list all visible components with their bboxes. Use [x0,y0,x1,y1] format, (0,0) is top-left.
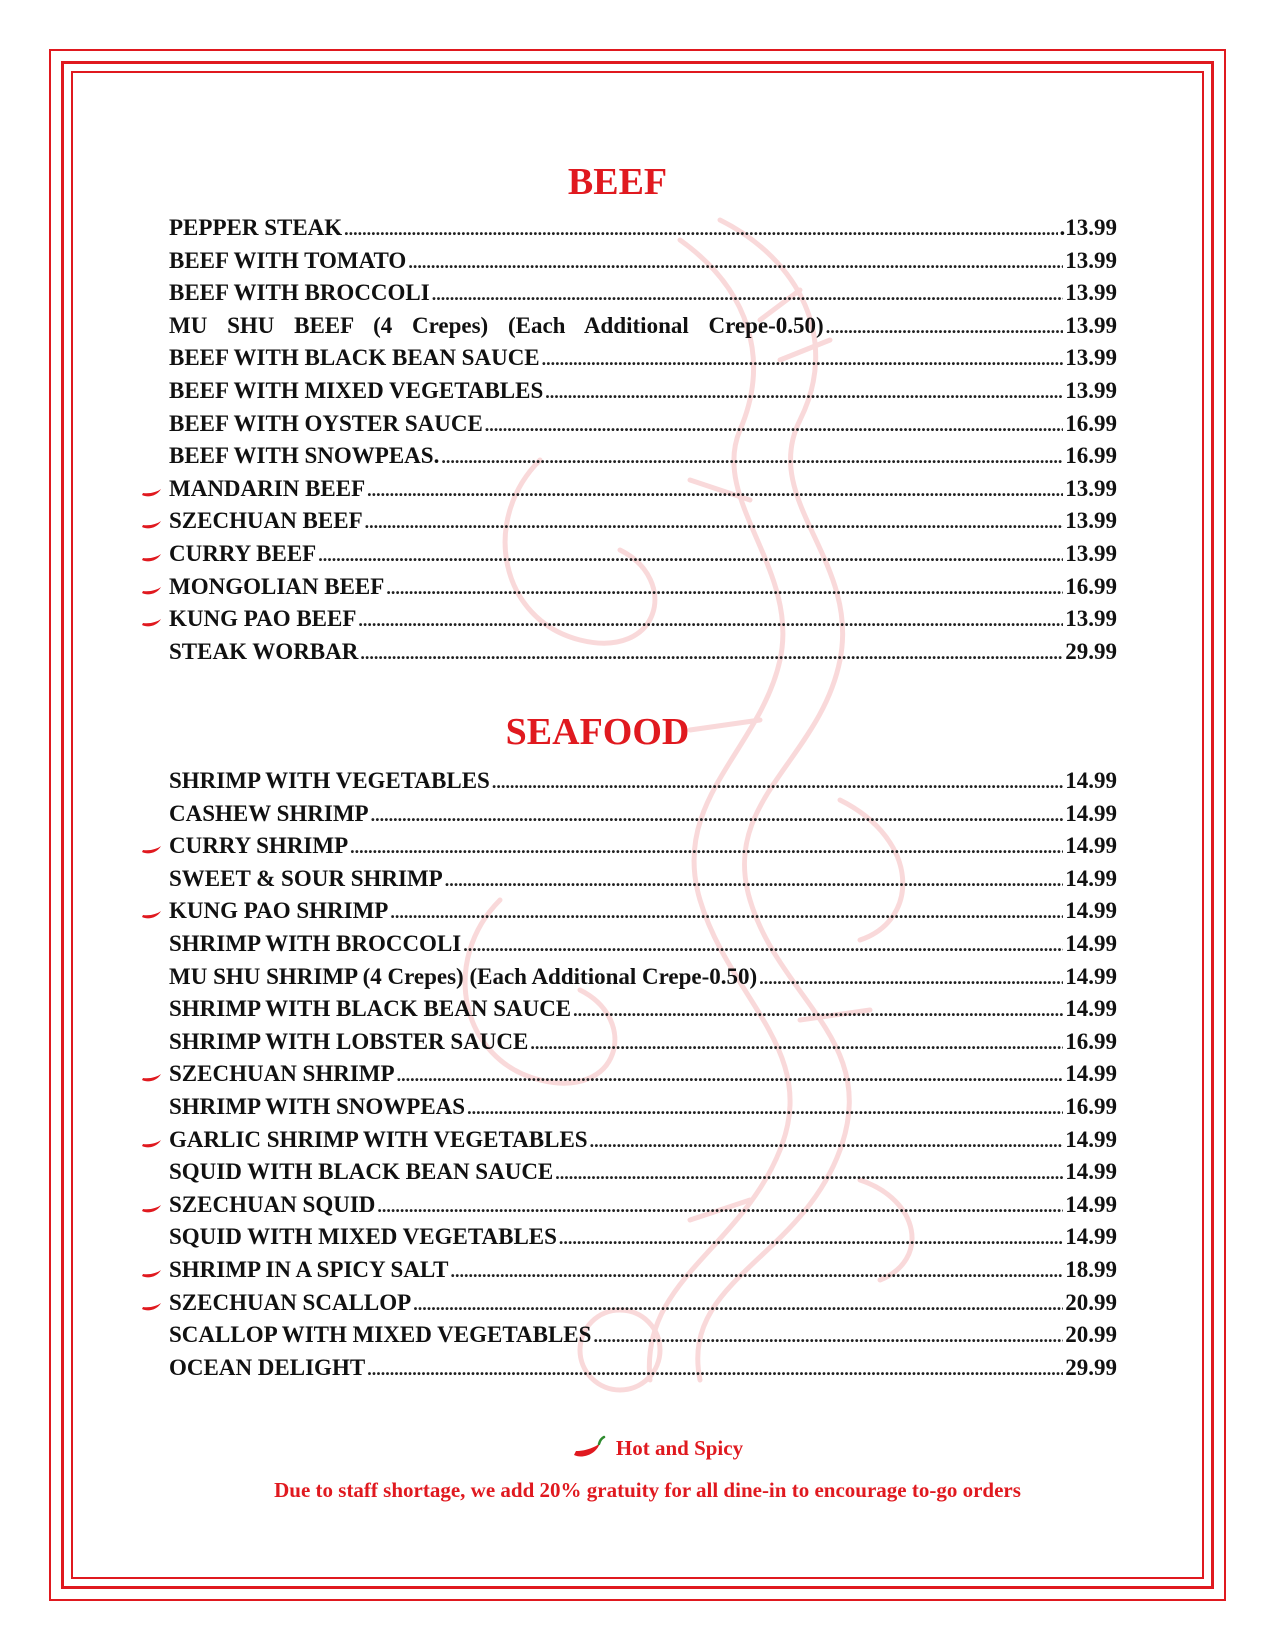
menu-item-name: BEEF WITH TOMATO [169,247,407,273]
section-title-beef: BEEF [567,161,668,203]
menu-item [169,476,1117,509]
menu-item [169,215,1117,248]
menu-item-name: MANDARIN BEEF [169,475,366,501]
dot-leader [555,1163,1063,1184]
menu-item-price: 16.99 [1065,410,1117,436]
dot-leader [413,1294,1063,1315]
spicy-legend [0,1435,1275,1461]
menu-item-price: 18.99 [1065,1256,1117,1282]
dot-leader [826,317,1064,338]
menu-item-name: MU SHU SHRIMP (4 Crepes) (Each Additional Crepe-0.50) [169,963,758,989]
menu-item-name: KUNG PAO BEEF [169,606,357,632]
menu-item [169,1061,1117,1094]
dot-leader [542,349,1064,370]
menu-item [169,1257,1117,1290]
menu-item-price: 14.99 [1065,898,1117,924]
menu-item-price: 20.99 [1065,1289,1117,1315]
dot-leader [445,870,1064,891]
menu-item-name: CASHEW SHRIMP [169,800,369,826]
dot-leader [408,252,1063,273]
dot-leader [358,610,1063,631]
menu-item [169,1290,1117,1323]
menu-item-price: 14.99 [1065,865,1117,891]
menu-item-price: 16.99 [1065,573,1117,599]
menu-item [169,248,1117,281]
dot-leader [530,1033,1063,1054]
menu-item [169,606,1117,639]
chili-pepper-icon [141,616,163,628]
menu-item-name: SZECHUAN BEEF [169,508,363,534]
menu-item-name: SWEET & SOUR SHRIMP [169,865,443,891]
beef-menu-list [169,215,1117,671]
menu-item [169,541,1117,574]
menu-item [169,411,1117,444]
dot-leader [467,1098,1063,1119]
menu-item [169,443,1117,476]
chili-pepper-icon [141,1300,163,1312]
dot-leader [441,447,1063,468]
menu-item-name: OCEAN DELIGHT [169,1354,366,1380]
chili-pepper-icon [141,1267,163,1279]
menu-item-price: .13.99 [1059,215,1117,240]
menu-item-price: 14.99 [1065,930,1117,956]
menu-item [169,866,1117,899]
menu-item [169,801,1117,834]
menu-item-price: 20.99 [1065,1322,1117,1348]
chili-pepper-icon [141,843,163,855]
menu-item-name: GARLIC SHRIMP WITH VEGETABLES [169,1126,588,1152]
menu-item [169,280,1117,313]
menu-item-price: 14.99 [1065,963,1117,989]
menu-item-price: 14.99 [1065,996,1117,1022]
dot-leader [371,805,1064,826]
menu-item-price: 13.99 [1065,345,1117,371]
menu-item [169,1159,1117,1192]
menu-item-name: BEEF WITH MIXED VEGETABLES [169,377,544,403]
menu-item-name: SHRIMP WITH BLACK BEAN SAUCE [169,996,572,1022]
menu-item [169,1355,1117,1388]
chili-pepper-icon [141,1137,163,1149]
menu-item [169,574,1117,607]
gratuity-notice: Due to staff shortage, we add 20% gratuity for all dine-in to encourage to-go orders [274,1478,1021,1502]
menu-item-name: SCALLOP WITH MIXED VEGETABLES [169,1322,592,1348]
menu-item-name: STEAK WORBAR [169,638,359,664]
menu-item-price: 16.99 [1065,443,1117,469]
menu-item-name: BEEF WITH BLACK BEAN SAUCE [169,345,540,371]
menu-item [169,1224,1117,1257]
menu-item-name: CURRY SHRIMP [169,833,349,859]
menu-item-price: 13.99 [1065,312,1117,338]
menu-item-price: 29.99 [1065,638,1117,664]
dot-leader [559,1228,1063,1249]
dot-leader [485,415,1063,436]
menu-item [169,1192,1117,1225]
dot-leader [451,1261,1064,1282]
menu-item-name: SZECHUAN SCALLOP [169,1289,412,1315]
menu-item [169,833,1117,866]
menu-item-price: 13.99 [1065,540,1117,566]
menu-item-name: BEEF WITH OYSTER SAUCE [169,410,483,436]
menu-item-name: SZECHUAN SQUID [169,1191,376,1217]
menu-item-name: PEPPER STEAK [169,215,343,240]
seafood-menu-list [169,768,1117,1387]
menu-item-price: 13.99 [1065,606,1117,632]
menu-item-price: 14.99 [1065,1126,1117,1152]
menu-item [169,345,1117,378]
menu-item [169,768,1117,801]
dot-leader [390,902,1063,923]
dot-leader [365,512,1064,533]
dot-leader [492,772,1063,793]
dot-leader [318,545,1063,566]
menu-item [169,313,1117,346]
menu-item [169,1322,1117,1355]
menu-item-name: BEEF WITH SNOWPEAS. [169,443,440,469]
dot-leader [590,1131,1064,1152]
menu-item-name: SZECHUAN SHRIMP [169,1061,395,1087]
chili-pepper-icon [141,584,163,596]
menu-item-price: 13.99 [1065,377,1117,403]
dot-leader [593,1326,1063,1347]
menu-item-name: MU SHU BEEF (4 Crepes) (Each Additional Crepe-0.50) [169,312,824,338]
menu-item-price: 14.99 [1065,833,1117,859]
menu-item-price: 14.99 [1065,800,1117,826]
chili-pepper-icon [141,551,163,563]
menu-item-price: 14.99 [1065,1061,1117,1087]
dot-leader [397,1065,1064,1086]
menu-item [169,639,1117,672]
menu-item-name: SHRIMP WITH SNOWPEAS [169,1093,466,1119]
menu-item-price: 14.99 [1065,1159,1117,1185]
menu-item-name: BEEF WITH BROCCOLI [169,280,430,306]
menu-item-name: SHRIMP WITH VEGETABLES [169,768,490,793]
dot-leader [344,219,1057,240]
dot-leader [432,284,1064,305]
menu-item-price: 13.99 [1065,280,1117,306]
dot-leader [545,382,1063,403]
dot-leader [367,480,1063,501]
menu-item-price: 16.99 [1065,1028,1117,1054]
dot-leader [377,1196,1063,1217]
section-title-seafood: SEAFOOD [505,711,690,753]
chili-pepper-icon [141,1202,163,1214]
menu-item-price: 14.99 [1065,1191,1117,1217]
menu-item-name: SQUID WITH MIXED VEGETABLES [169,1224,557,1250]
menu-item [169,1127,1117,1160]
menu-item-price: 13.99 [1065,508,1117,534]
menu-item-price: 29.99 [1065,1354,1117,1380]
menu-item-name: SQUID WITH BLACK BEAN SAUCE [169,1159,554,1185]
chili-pepper-icon [141,908,163,920]
dot-leader [573,1000,1063,1021]
menu-item-price: 16.99 [1065,1093,1117,1119]
menu-item-name: SHRIMP WITH BROCCOLI [169,930,462,956]
menu-item [169,996,1117,1029]
menu-item [169,898,1117,931]
chili-pepper-icon [141,486,163,498]
menu-item [169,508,1117,541]
dot-leader [360,643,1063,664]
menu-item-name: SHRIMP WITH LOBSTER SAUCE [169,1028,529,1054]
menu-item-price: 13.99 [1065,247,1117,273]
menu-item-price: 14.99 [1065,768,1117,793]
legend-label: Hot and Spicy [615,1435,744,1460]
menu-item [169,1029,1117,1062]
menu-item [169,964,1117,997]
menu-item-name: SHRIMP IN A SPICY SALT [169,1256,449,1282]
menu-item-name: CURRY BEEF [169,540,317,566]
dot-leader [463,935,1063,956]
menu-item [169,1094,1117,1127]
dot-leader [386,578,1063,599]
dot-leader [350,837,1063,858]
dot-leader [367,1359,1063,1380]
dot-leader [759,968,1063,989]
chili-pepper-icon [141,518,163,530]
chili-pepper-icon [572,1435,606,1461]
menu-item-name: KUNG PAO SHRIMP [169,898,389,924]
menu-item [169,931,1117,964]
menu-item-name: MONGOLIAN BEEF [169,573,385,599]
menu-item-price: 14.99 [1065,1224,1117,1250]
chili-pepper-icon [141,1071,163,1083]
menu-item-price: 13.99 [1065,475,1117,501]
menu-item [169,378,1117,411]
